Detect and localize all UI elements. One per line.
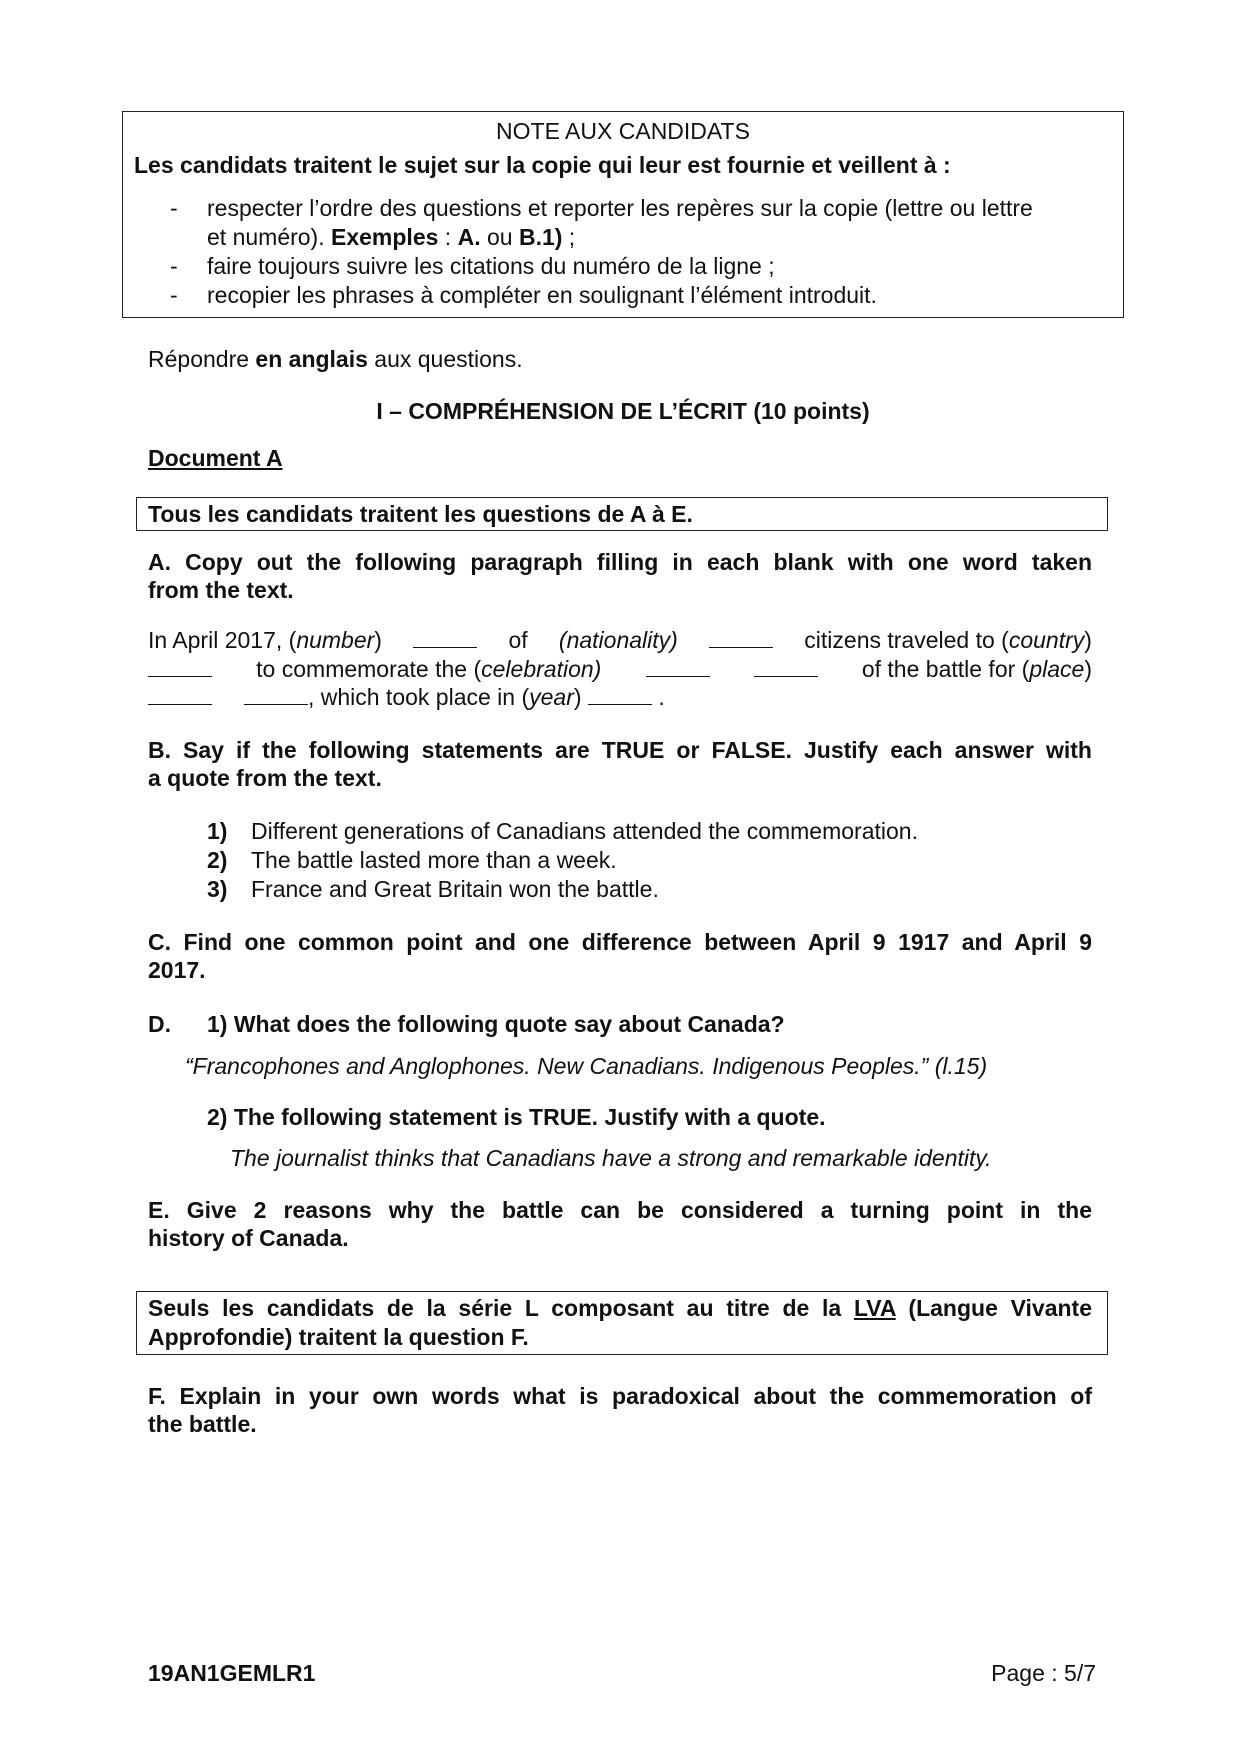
blank (754, 658, 818, 677)
question-a-line2: from the text. (148, 577, 294, 603)
fill-paragraph-line1 (148, 627, 1092, 654)
instruction: Répondre en anglais aux questions. (148, 346, 523, 372)
all-candidates-text: Tous les candidats traitent les questions de A à E. (148, 501, 693, 527)
bullet-dash: - (170, 253, 178, 279)
list-item: 1) Different generations of Canadians attended the commemoration. (207, 818, 918, 844)
footer-page: Page : 5/7 (991, 1660, 1096, 1686)
blank (413, 629, 477, 648)
question-d2: 2) The following statement is TRUE. Justify with a quote. (207, 1104, 826, 1130)
fill-text: of (508, 627, 528, 653)
note-intro: Les candidats traitent le sujet sur la copie qui leur est fournie et veillent à : (134, 152, 951, 178)
question-c-line1: C. Find one common point and one difference between April 9 1917 and April 9 (148, 929, 1092, 955)
question-e-line1: E. Give 2 reasons why the battle can be considered a turning point in the (148, 1197, 1092, 1223)
note-item-1-line1: respecter l’ordre des questions et reporter les repères sur la copie (lettre ou lettre (207, 195, 1033, 221)
series-l-line2: Approfondie) traitent la question F. (148, 1324, 529, 1350)
fill-paragraph-line2 (148, 656, 1092, 683)
note-item-1-line2: et numéro). Exemples : A. ou B.1) ; (207, 224, 576, 250)
question-d1: 1) What does the following quote say about Canada? (207, 1011, 785, 1037)
section-title: I – COMPRÉHENSION DE L’ÉCRIT (10 points) (376, 398, 870, 424)
fill-text: citizens traveled to (country) (804, 627, 1092, 653)
question-d-quote: “Francophones and Anglophones. New Canadians. Indigenous Peoples.” (l.15) (185, 1053, 988, 1079)
bullet-dash: - (170, 195, 178, 221)
blank (588, 686, 652, 705)
question-f-line1: F. Explain in your own words what is paradoxical about the commemoration of (148, 1383, 1092, 1409)
fill-paragraph-line3: , which took place in (year) . (148, 684, 665, 711)
list-item: 2) The battle lasted more than a week. (207, 847, 617, 873)
note-item-3: recopier les phrases à compléter en soulignant l’élément introduit. (207, 282, 877, 308)
question-c-line2: 2017. (148, 957, 206, 983)
question-a-line1: A. Copy out the following paragraph filling in each blank with one word taken (148, 549, 1092, 575)
question-e-line2: history of Canada. (148, 1225, 349, 1251)
series-l-line1: Seuls les candidats de la série L composant au titre de la LVA (Langue Vivante (148, 1295, 1093, 1321)
blank (244, 686, 308, 705)
fill-text: In April 2017, (number) (148, 627, 382, 653)
fill-text: to commemorate the (celebration) (256, 656, 602, 682)
blank (148, 658, 212, 677)
fill-text: (nationality) (558, 627, 678, 653)
fill-text: of the battle for (place) (861, 656, 1092, 682)
question-b-line1: B. Say if the following statements are TRUE or FALSE. Justify each answer with (148, 737, 1092, 763)
footer-code: 19AN1GEMLR1 (148, 1660, 316, 1686)
question-f-line2: the battle. (148, 1411, 257, 1437)
list-item: 3) France and Great Britain won the battle. (207, 876, 659, 902)
question-d-statement: The journalist thinks that Canadians have a strong and remarkable identity. (230, 1145, 992, 1171)
question-d-label: D. (148, 1011, 171, 1037)
blank (709, 629, 773, 648)
question-b-line2: a quote from the text. (148, 765, 382, 791)
blank (148, 686, 212, 705)
blank (646, 658, 710, 677)
bullet-dash: - (170, 282, 178, 308)
note-item-2: faire toujours suivre les citations du numéro de la ligne ; (207, 253, 775, 279)
note-title: NOTE AUX CANDIDATS (496, 118, 750, 144)
document-label: Document A (148, 445, 283, 471)
